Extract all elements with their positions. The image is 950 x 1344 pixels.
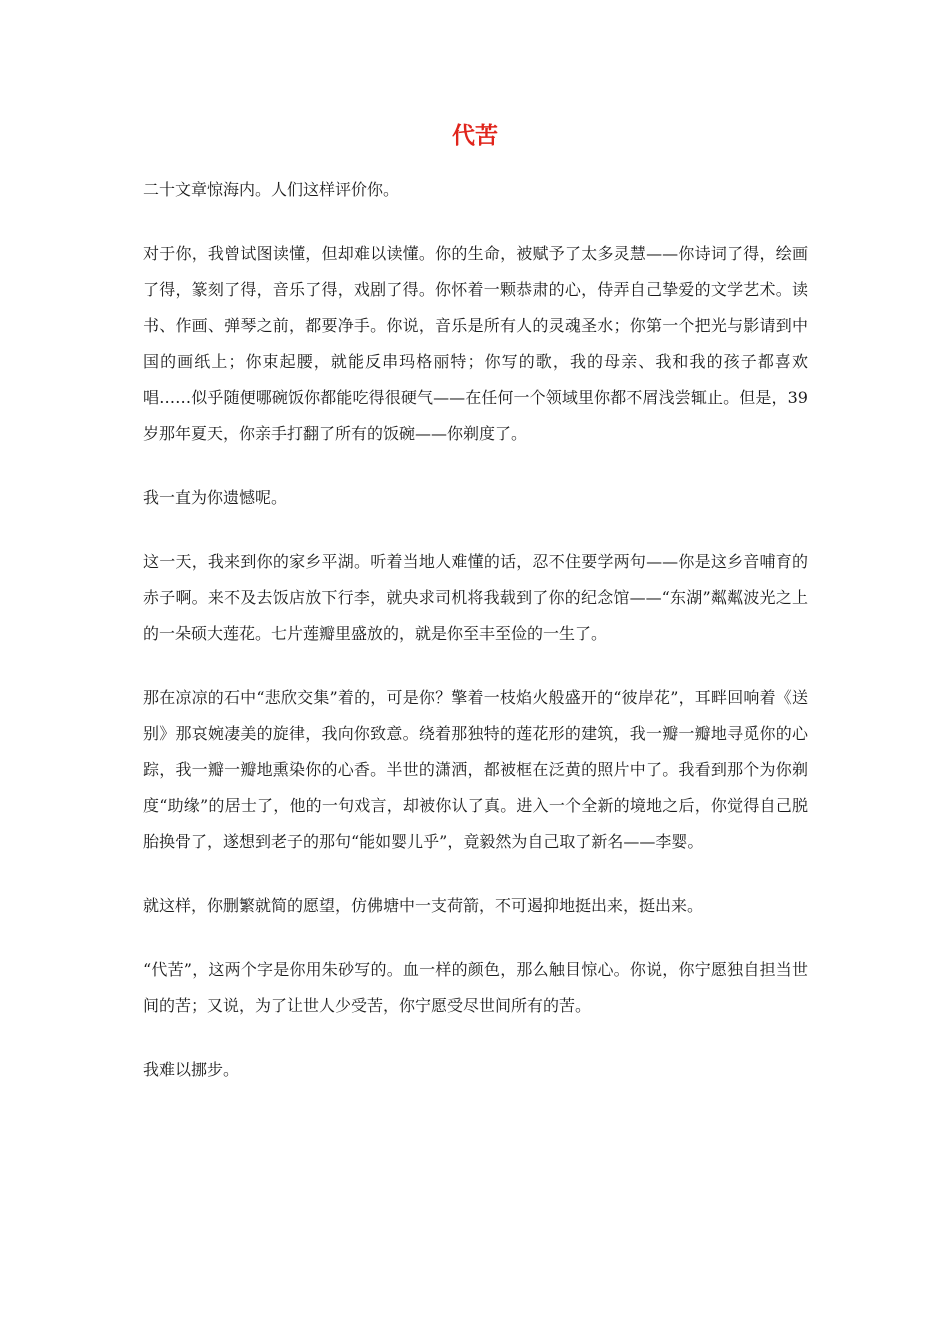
paragraph-3: 我一直为你遗憾呢。 bbox=[143, 488, 288, 507]
paragraph-1: 二十文章惊海内。人们这样评价你。 bbox=[143, 180, 400, 199]
paragraph-7: “代苦”，这两个字是你用朱砂写的。血一样的颜色，那么触目惊心。你说，你宁愿独自担当世间的苦；又说，为了让世人少受苦，你宁愿受尽世间所有的苦。 bbox=[143, 960, 808, 1015]
paragraph-2: 对于你，我曾试图读懂，但却难以读懂。你的生命，被赋予了太多灵慧——你诗词了得，绘画了得，篆刻了得，音乐了得，戏剧了得。你怀着一颗恭肃的心，侍弄自己挚爱的文学艺术。读书、作画、弹琴之前，都要净手。你说，音乐是所有人的灵魂圣水；你第一个把光与影请到中国的画纸上；你束起腰，就能反串玛格丽特；你写的歌，我的母亲、我和我的孩子都喜欢唱……似乎随便哪碗饭你都能吃得很硬气——在任何一个领域里你都不屑浅尝辄止。但是，39 岁那年夏天，你亲手打翻了所有的饭碗——你剃度了。 bbox=[143, 244, 808, 443]
document-body bbox=[143, 172, 808, 1116]
paragraph-4: 这一天，我来到你的家乡平湖。听着当地人难懂的话，忍不住要学两句——你是这乡音哺育的赤子啊。来不及去饭店放下行李，就央求司机将我载到了你的纪念馆——“东湖”粼粼波光之上的一朵硕大莲花。七片莲瓣里盛放的，就是你至丰至俭的一生了。 bbox=[143, 552, 808, 643]
document-title: 代苦 bbox=[452, 123, 498, 149]
paragraph-8: 我难以挪步。 bbox=[143, 1060, 240, 1079]
paragraph-5: 那在凉凉的石中“悲欣交集”着的，可是你？擎着一枝焰火般盛开的“彼岸花”，耳畔回响着《送别》那哀婉凄美的旋律，我向你致意。绕着那独特的莲花形的建筑，我一瓣一瓣地寻觅你的心踪，我一瓣一瓣地熏染你的心香。半世的潇洒，都被框在泛黄的照片中了。我看到那个为你剃度“助缘”的居士了，他的一句戏言，却被你认了真。进入一个全新的境地之后，你觉得自己脱胎换骨了，遂想到老子的那句“能如婴儿乎”，竟毅然为自己取了新名——李婴。 bbox=[143, 688, 808, 851]
paragraph-6: 就这样，你删繁就简的愿望，仿佛塘中一支荷箭，不可遏抑地挺出来，挺出来。 bbox=[143, 896, 704, 915]
